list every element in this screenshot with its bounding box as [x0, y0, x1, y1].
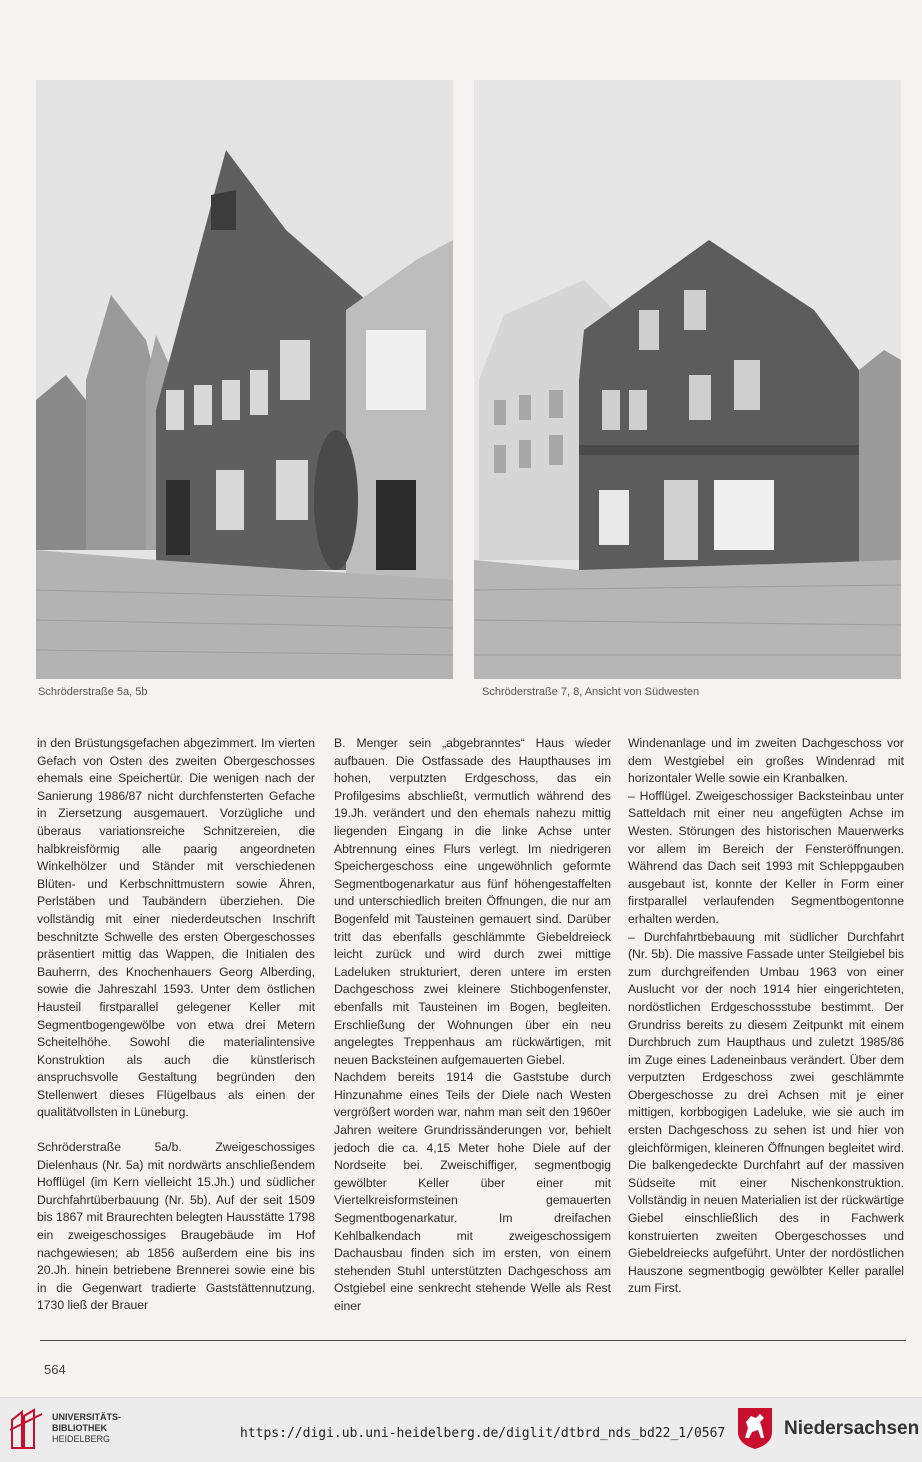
state-name: Niedersachsen	[784, 1418, 920, 1439]
paragraph: Windenanlage und im zweiten Dachgeschoss vor dem Westgiebel ein großes Windenrad mit horizontaler Welle sowie ein Kranbalken.	[628, 736, 904, 786]
section-heading: Schröderstraße 5a/b.	[37, 1140, 182, 1155]
photo-caption-left: Schröderstraße 5a, 5b	[38, 686, 148, 698]
text-column-3	[628, 735, 904, 1298]
paragraph-schroederstrasse-5ab	[37, 1139, 315, 1315]
ub-heidelberg-logo-icon	[8, 1408, 46, 1452]
paragraph: – Durchfahrtbebauung mit südlicher Durchfahrt (Nr. 5b). Die massive Fassade unter Steilgiebel bis zum durchgreifenden Umbau 1963 von einer Auslucht vor der noch 1914 hier eingerichteten, nordöstlichen Erdgeschossstube bestimmt. Der Grundriss bereits zu diesem Zeitpunkt mit einem Durchbruch zum Haupthaus und zuletzt 1985/86 im Zuge eines Ladeneinbaus verändert. Über dem verputzten Erdgeschoss zwei geschlämmte Obergeschosse zu drei Achsen mit je einer mittigen, korbbogigen Ladeluke, wie sie auch im ersten Dachgeschoss zu sehen ist und hier von gleichförmigen, kleineren Öffnungen begleitet wird. Die balkengedeckte Durchfahrt auf der massiven Südseite mit einer Nischenkonstruktion. Vollständig in neuen Materialien ist der rückwärtige Giebel einschließlich des in Fachwerk konstruierten zweiten Obergeschosses und Giebeldreiecks aufgeführt. Unter der nordöstlichen Hauszone segmentbogig gewölbter Keller parallel zum First.	[628, 929, 904, 1296]
library-name-line: HEIDELBERG	[52, 1434, 111, 1444]
text-column-2	[334, 735, 611, 1316]
library-name-line: UNIVERSITÄTS-	[52, 1412, 122, 1422]
paragraph: B. Menger sein „abgebranntes“ Haus wieder aufbauen. Die Ostfassade des Haupthauses im hohen, verputzten Erdgeschoss, das ein Profilgesims abschließt, vermutlich während des 19.Jh. verändert und den ehemals nahezu mittig liegenden Eingang in die linke Achse unter Abtrennung eines Flurs verlegt. Im niedrigeren Speichergeschoss eine ungewöhnlich geformte Segmentbogenarkatur aus fünf höhengestaffelten und unterschiedlich breiten Öffnungen, die nur am Bogenfeld mit Tausteinen gemauert sind. Darüber tritt das ebenfalls geschlämmte Giebeldreieck leicht zurück und wird durch zwei mittige Ladeluken strukturiert, deren untere im ersten Dachgeschoss zwei kleinere Stichbogenfenster, ebenfalls mit Tausteinen im Bogen, begleiten. Erschließung der Wohnungen über ein neu angelegtes Treppenhaus am rückwärtigen, mit neuen Backsteinen aufgemauerten Giebel.	[334, 736, 611, 1067]
photo-caption-right: Schröderstraße 7, 8, Ansicht von Südwesten	[482, 686, 700, 698]
paragraph: in den Brüstungsgefachen abgezimmert. Im vierten Gefach von Osten des zweiten Obergeschosses ehemals eine Speichertür. Die wenigen nach der Sanierung 1986/87 nicht durchfensterten Gefache in Ziersetzung ausgemauert. Vorzügliche und überaus variationsreiche Schnitzereien, die halbkreisförmig alle paarig angeordneten Winkelhölzer und Ständer mit verschiedenen Blüten- und Kerbschnittmustern sowie Ähren, Perlstäben und Taubändern überziehen. Die vollständig mit einer niederdeutschen Inschrift beschnitzte Schwelle des ersten Obergeschosses präsentiert mittig das Wappen, die Initialen des Bauherrn, des Knochenhauers Georg Alberding, sowie die Jahreszahl 1593. Unter dem östlichen Hausteil firstparallel gelegener Keller mit Segmentbogengewölbe von etwa drei Metern Scheitelhöhe. Sowohl die materialintensive Konstruktion als auch die künstlerisch anspruchsvolle Gestaltung begründen den Stellenwert dieses Flügelbaus als einen der qualitätvollsten in Lüneburg.	[37, 736, 315, 1120]
text-column-1	[37, 735, 315, 1315]
niedersachsen-horse-logo-icon	[736, 1406, 774, 1450]
paragraph: Nachdem bereits 1914 die Gaststube durch Hinzunahme eines Teils der Diele nach Westen vergrößert worden war, nahm man seit den 1960er Jahren weitere Grundrissänderungen vor, behielt jedoch die ca. 4,15 Meter hohe Diele auf der Nordseite bei. Zweischiffiger, segmentbogig gewölbter Keller über einer mit Viertelkreisformsteinen gemauerten Segmentbogenarkatur. Im dreifachen Kehlbalkendach mit zweigeschossigem Dachausbau finden sich im ersten, von einem stehenden Stuhl unterstützten Dachgeschoss am Ostgiebel eine senkrecht stehende Welle als Rest einer	[334, 1070, 611, 1313]
digitization-footer	[0, 1397, 922, 1462]
library-name-line: BIBLIOTHEK	[52, 1423, 107, 1433]
street-photo-right	[474, 80, 901, 679]
photo-schroederstrasse-7-8	[474, 80, 901, 679]
library-name	[52, 1412, 121, 1445]
footer-divider	[40, 1340, 906, 1341]
permalink-url[interactable]: https://digi.ub.uni-heidelberg.de/diglit/dtbrd_nds_bd22_1/0567	[240, 1426, 726, 1441]
street-photo-left	[36, 80, 453, 679]
photo-schroederstrasse-5a-5b	[36, 80, 453, 679]
paragraph: – Hofflügel. Zweigeschossiger Backsteinbau unter Satteldach mit einer neu angefügten Achse im Westen. Störungen des historischen Mauerwerks vor allem im Bereich der Fensteröffnungen. Während das Dach seit 1993 mit Schleppgauben ausgebaut ist, konnte der Keller in Form einer firstparallel verlaufenden Segmentbogentonne erhalten werden.	[628, 788, 904, 926]
page-number: 564	[44, 1362, 66, 1377]
paragraph-body: Zweigeschossiges Dielenhaus (Nr. 5a) mit nordwärts anschließendem Hofflügel (im Kern vielleicht 15.Jh.) und südlicher Durchfahrtüberbauung (Nr. 5b). Auf der seit 1509 bis 1867 mit Braurechten belegten Hausstätte 1798 ein zweigeschossiges Braugebäude im Hof nachgewiesen; ab 1856 außerdem eine bis ins 20.Jh. hinein betriebene Brennerei sowie eine bis in die Gegenwart tradierte Gaststättennutzung. 1730 ließ der Brauer	[37, 1140, 316, 1313]
